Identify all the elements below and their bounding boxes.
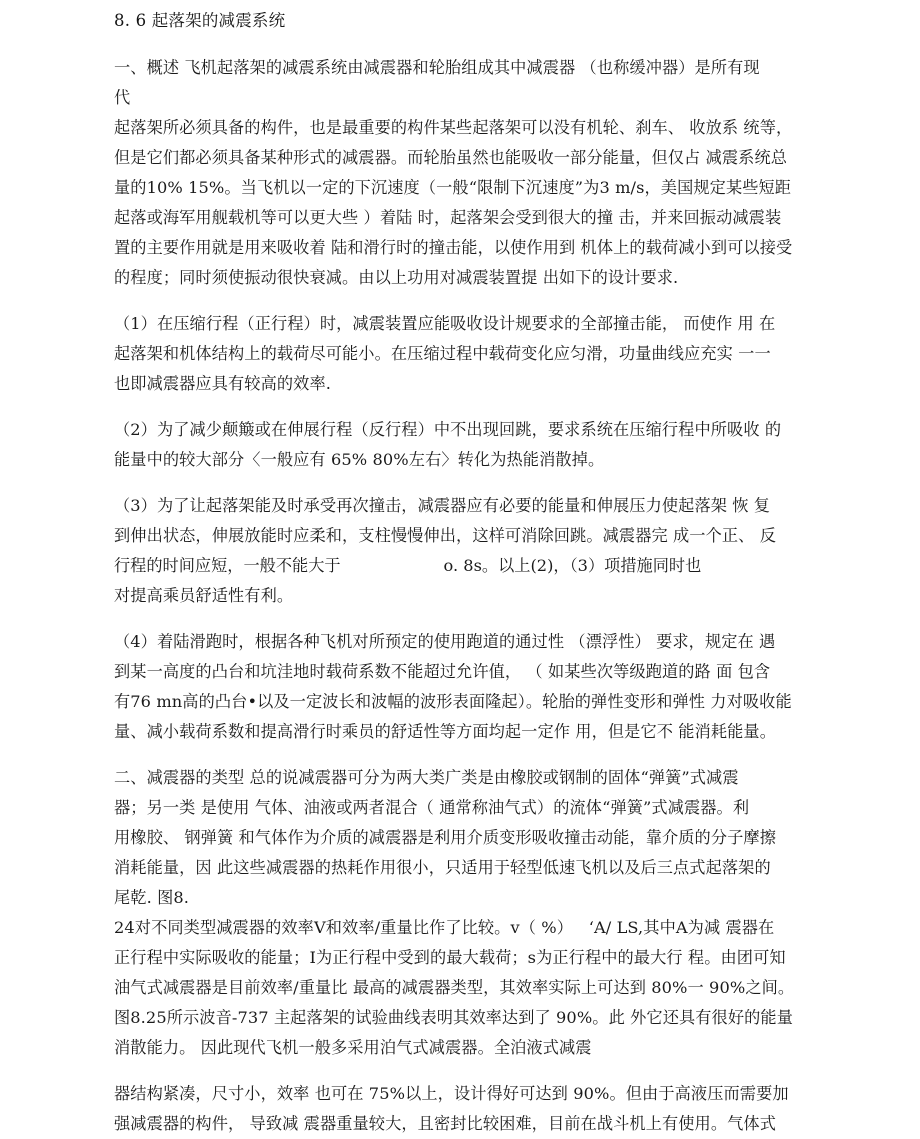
text-line: 到某一高度的凸台和坑洼地时载荷系数不能超过允许值， （ 如某些次等级跑道的路 面 包含	[114, 662, 771, 681]
text-line: 二、减震器的类型 总的说减震器可分为两大类广类是由橡胶或钢制的固体“弹簧”式减震	[114, 768, 739, 787]
text-line: 但是它们都必须具备某种形式的减震器。而轮胎虽然也能吸收一部分能量，但仅占 减震系统总	[114, 148, 788, 167]
text-line: 能量中的较大部分〈一般应有 65% 80%左右〉转化为热能消散掉。	[114, 450, 605, 469]
text-line: 对提高乘员舒适性有利。	[114, 586, 294, 605]
text-line: 量的10% 15%。当飞机以一定的下沉速度（一般“限制下沉速度”为3 m/s，美国规定某些短距	[114, 178, 792, 197]
text-line: （1）在压缩行程（正行程）时，减震装置应能吸收设计规要求的全部撞击能， 而使作 用 在	[114, 314, 776, 333]
text-line: 强减震器的构件， 导致减 震器重量较大，且密封比较困难，目前在战斗机上有使用。气体式	[114, 1114, 776, 1133]
text-line: 一、概述 飞机起落架的减震系统由减震器和轮胎组成其中减震器 （也称缓冲器）是所有现	[114, 58, 760, 77]
text-line: 起落或海军用舰载机等可以更大些 ）着陆 时，起落架会受到很大的撞 击，并来回振动减震装	[114, 208, 782, 227]
text-line: 量、减小载荷系数和提高滑行时乘员的舒适性等方面均起一定作 用，但是它不 能消耗能量。	[114, 722, 776, 741]
text-line: 有76 mn高的凸台•以及一定波长和波幅的波形表面隆起）。轮胎的弹性变形和弹性 力对吸收能	[114, 692, 792, 711]
text-line: 的程度；同时须使振动很快衰减。由以上功用对减震装置提 出如下的设计要求.	[114, 268, 679, 287]
paragraph-requirement-3	[114, 491, 808, 611]
text-line: 置的主要作用就是用来吸收着 陆和滑行时的撞击能，以使作用到 机体上的载荷减小到可以接受	[114, 238, 793, 257]
text-line: 器；另一类 是使用 气体、油液或两者混合（ 通常称油气式）的流体“弹簧”式减震器。利	[114, 798, 750, 817]
text-line: 24对不同类型减震器的效率V和效率/重量比作了比较。v（ %） ‘A/ LS,其中A为减 震器在	[114, 918, 775, 937]
paragraph-requirement-4	[114, 627, 808, 747]
text-line: 代	[114, 88, 131, 107]
text-line: 起落架和机体结构上的载荷尽可能小。在压缩过程中载荷变化应匀滑，功量曲线应充实 一一	[114, 344, 771, 363]
text-line: （3）为了让起落架能及时承受再次撞击，减震器应有必要的能量和伸展压力使起落架 恢 复	[114, 496, 771, 515]
text-line: （2）为了减少颠簸或在伸展行程（反行程）中不出现回跳，要求系统在压缩行程中所吸收 的	[114, 420, 782, 439]
text-line: 器结构紧凑，尺寸小，效率 也可在 75%以上，设计得好可达到 90%。但由于高液压而需要加	[114, 1084, 789, 1103]
paragraph-section-2-continued	[114, 1079, 808, 1139]
paragraph-section-1-overview	[114, 53, 808, 293]
text-line: 行程的时间应短，一般不能大于 o. 8s。以上(2)，（3）项措施同时也	[114, 556, 702, 575]
paragraph-requirement-1	[114, 309, 808, 399]
text-line: 正行程中实际吸收的能量；I为正行程中受到的最大载荷；s为正行程中的最大行 程。由团可知	[114, 948, 786, 967]
paragraph-requirement-2	[114, 415, 808, 475]
text-line: 尾乾. 图8.	[114, 888, 189, 907]
text-line: 到伸出状态，伸展放能时应柔和，支柱慢慢伸出，这样可消除回跳。减震器完 成一个正、 反	[114, 526, 776, 545]
text-line: 用橡胶、 钢弹簧 和气体作为介质的减震器是利用介质变形吸收撞击动能，靠介质的分子摩擦	[114, 828, 776, 847]
document-text-body	[114, 6, 808, 1139]
text-line: 图8.25所示波音-737 主起落架的试验曲线表明其效率达到了 90%。此 外它还具有很好的能量	[114, 1008, 793, 1027]
text-line: （4）着陆滑跑时，根据各种飞机对所预定的使用跑道的通过性 （漂浮性） 要求，规定在 遇	[114, 632, 776, 651]
paragraph-section-2-types	[114, 763, 808, 1063]
text-line: 消散能力。 因此现代飞机一般多采用泊气式减震器。全泊液式减震	[114, 1038, 592, 1057]
text-line: 起落架所必须具备的构件，也是最重要的构件某些起落架可以没有机轮、刹车、 收放系 统等，	[114, 118, 793, 137]
text-line: 油气式减震器是目前效率/重量比 最高的减震器类型，其效率实际上可达到 80%一 90%之间。	[114, 978, 795, 997]
text-line: 消耗能量，因 此这些减震器的热耗作用很小，只适用于轻型低速飞机以及后三点式起落架的	[114, 858, 771, 877]
page-title: 8. 6 起落架的减震系统	[114, 11, 286, 30]
text-line: 也即减震器应具有较高的效率.	[114, 374, 331, 393]
